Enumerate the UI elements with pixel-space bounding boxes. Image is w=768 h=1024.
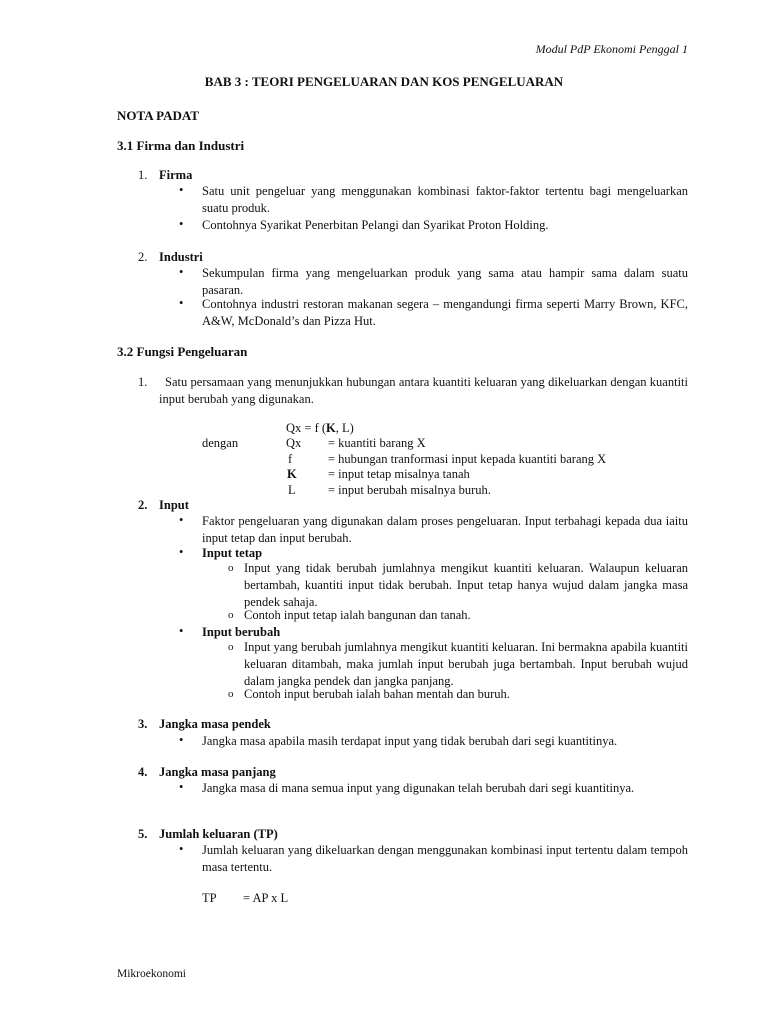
jangka-pendek-label: Jangka masa pendek [159,717,271,731]
item-number: 1. [138,168,148,182]
bullet-icon: • [179,842,184,856]
page-footer: Mikroekonomi [117,968,186,980]
item-number: 1. [138,375,148,389]
item-number: 5. [138,827,148,841]
def-description: = input berubah misalnya buruh. [328,483,491,497]
firma-bullet-1: Satu unit pengeluar yang menggunakan kombinasi faktor-faktor tertentu bagi mengeluarkan suatu produk. [202,184,688,215]
def-symbol: K [287,467,297,481]
bullet-icon: • [179,265,184,279]
jumlah-keluaran-label: Jumlah keluaran (TP) [159,827,278,841]
nota-heading: NOTA PADAT [117,108,199,123]
bullet-icon: • [179,780,184,794]
def-description: = hubungan tranformasi input kepada kuantiti barang X [328,452,607,466]
item-number: 2. [138,498,148,512]
bullet-icon: • [179,183,184,197]
firma-label: Firma [159,168,193,182]
input-tetap-desc: Input yang tidak berubah jumlahnya mengikut kuantiti keluaran. Walaupun keluaran bertambah, kuantiti input tidak berubah. Input tetap hanya wujud dalam jangka masa pendek sahaja. [244,561,688,609]
industri-bullet-2: Contohnya industri restoran makanan segera – mengandungi firma seperti Marry Brown, KFC, A&W, McDonald’s dan Pizza Hut. [202,297,688,328]
circle-bullet-icon: o [228,641,234,653]
input-label: Input [159,498,189,512]
circle-bullet-icon: o [228,688,234,700]
bullet-icon: • [179,733,184,747]
industri-bullet-1: Sekumpulan firma yang mengeluarkan produk yang sama atau hampir sama dalam suatu pasaran. [202,266,688,297]
input-berubah-label: Input berubah [202,625,281,639]
def-symbol: f [288,452,293,466]
firma-bullet-2: Contohnya Syarikat Penerbitan Pelangi dan Syarikat Proton Holding. [202,218,549,232]
jumlah-keluaran-desc: Jumlah keluaran yang dikeluarkan dengan menggunakan kombinasi input tertentu dalam tempoh masa tertentu. [202,843,688,874]
section-3-1-heading: 3.1 Firma dan Industri [117,138,245,153]
item-number: 2. [138,250,148,264]
def-description: = kuantiti barang X [328,436,426,450]
input-berubah-example: Contoh input berubah ialah bahan mentah dan buruh. [244,687,510,701]
tp-equation-right: = AP x L [243,891,289,905]
input-berubah-desc: Input yang berubah jumlahnya mengikut kuantiti keluaran. Ini bermakna apabila kuantiti keluaran ditambah, maka jumlah input berubah juga bertambah. Input berubah wujud dalam jangka pendek dan jangka panjang. [244,640,688,688]
chapter-title: BAB 3 : TEORI PENGELUARAN DAN KOS PENGELUARAN [204,74,564,89]
input-bullet-1: Faktor pengeluaran yang digunakan dalam proses pengeluaran. Input terbahagi kepada dua iaitu input tetap dan input berubah. [202,514,688,545]
bullet-icon: • [179,513,184,527]
fungsi-definition: Satu persamaan yang menunjukkan hubungan antara kuantiti keluaran yang dikeluarkan dengan kuantiti input berubah yang digunakan. [159,375,688,406]
item-number: 3. [138,717,148,731]
tp-equation-left: TP [202,891,217,905]
jangka-pendek-desc: Jangka masa apabila masih terdapat input yang tidak berubah dari segi kuantitinya. [202,734,618,748]
bullet-icon: • [179,624,184,638]
jangka-panjang-desc: Jangka masa di mana semua input yang digunakan telah berubah dari segi kuantitinya. [202,781,635,795]
def-symbol: Qx [286,436,302,450]
production-formula: Qx = f (K, L) [286,421,354,435]
industri-label: Industri [159,250,203,264]
input-tetap-label: Input tetap [202,546,263,560]
def-symbol: L [288,483,296,497]
item-number: 4. [138,765,148,779]
circle-bullet-icon: o [228,562,234,574]
bullet-icon: • [179,217,184,231]
jangka-panjang-label: Jangka masa panjang [159,765,276,779]
bullet-icon: • [179,296,184,310]
circle-bullet-icon: o [228,609,234,621]
def-description: = input tetap misalnya tanah [328,467,470,481]
running-header: Modul PdP Ekonomi Penggal 1 [535,42,688,56]
dengan-label: dengan [202,436,239,450]
section-3-2-heading: 3.2 Fungsi Pengeluaran [117,344,248,359]
input-tetap-example: Contoh input tetap ialah bangunan dan tanah. [244,608,471,622]
bullet-icon: • [179,545,184,559]
